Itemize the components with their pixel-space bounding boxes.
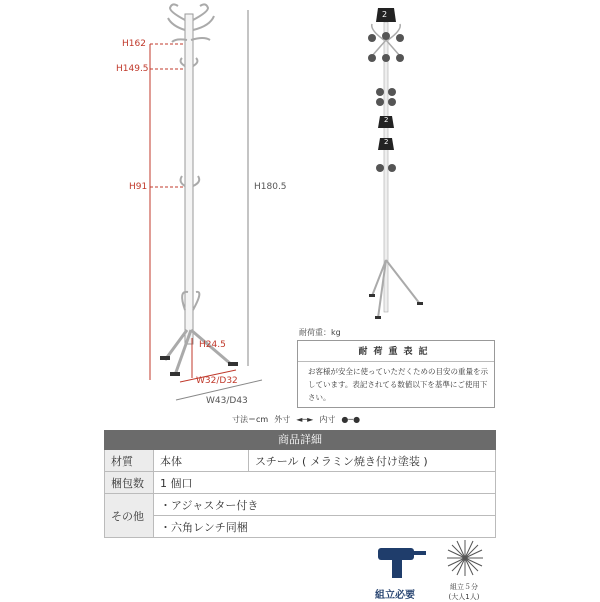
row-line: ・アジャスター付き: [154, 494, 495, 516]
row-line: ・六角レンチ同梱: [160, 520, 248, 534]
dimension-legend: [232, 414, 360, 425]
weight-value: 2: [384, 138, 389, 146]
row-label: 材質: [105, 450, 154, 471]
weight-value: 2: [384, 116, 389, 124]
unit-label: 寸法＝cm: [232, 415, 269, 424]
inner-label: 内寸: [319, 415, 336, 424]
outer-label: 外寸: [274, 415, 291, 424]
outer-arrow-icon: ◄─►: [296, 415, 314, 424]
table-row: [104, 472, 496, 494]
row-cell: スチール ( メラミン焼き付け塗装 ): [255, 454, 428, 468]
load-notice-title: 耐荷重表記: [298, 343, 494, 362]
dim-h91-label: H91: [129, 182, 148, 192]
drill-icon: [372, 542, 432, 582]
load-caption: 耐荷重：kg: [299, 328, 341, 337]
dim-h162-label: H162: [122, 39, 146, 49]
assembly-time-line2: (大人1人): [448, 593, 480, 601]
assembly-time-icon: [445, 538, 485, 578]
assembly-time-label: [442, 582, 486, 602]
assembly-required-label: 組立必要: [375, 590, 415, 601]
table-header: 商品詳細: [104, 430, 496, 450]
row-label: その他: [105, 494, 154, 537]
row-cell: 本体: [154, 450, 249, 471]
weight-value: 2: [382, 10, 388, 19]
table-row: [104, 494, 496, 538]
assembly-time-line1: 組立５分: [450, 583, 478, 591]
table-row: [104, 450, 496, 472]
dim-w32-label: W32/D32: [196, 376, 238, 386]
dim-w43-label: W43/D43: [206, 396, 248, 406]
inner-dot-icon: ●─●: [341, 415, 361, 424]
dim-h24-label: H24.5: [199, 340, 226, 350]
row-cell: 1 個口: [160, 476, 193, 490]
row-label: 梱包数: [105, 472, 154, 493]
dim-h180-label: H180.5: [254, 182, 287, 192]
product-details-table: [104, 430, 496, 538]
dim-h149-label: H149.5: [116, 64, 149, 74]
load-notice-text: お客様が安全に使っていただくための目安の重量を示しています。表記されてる数値以下を基準にご使用下さい。: [308, 367, 488, 402]
load-notice-box: [297, 340, 495, 408]
